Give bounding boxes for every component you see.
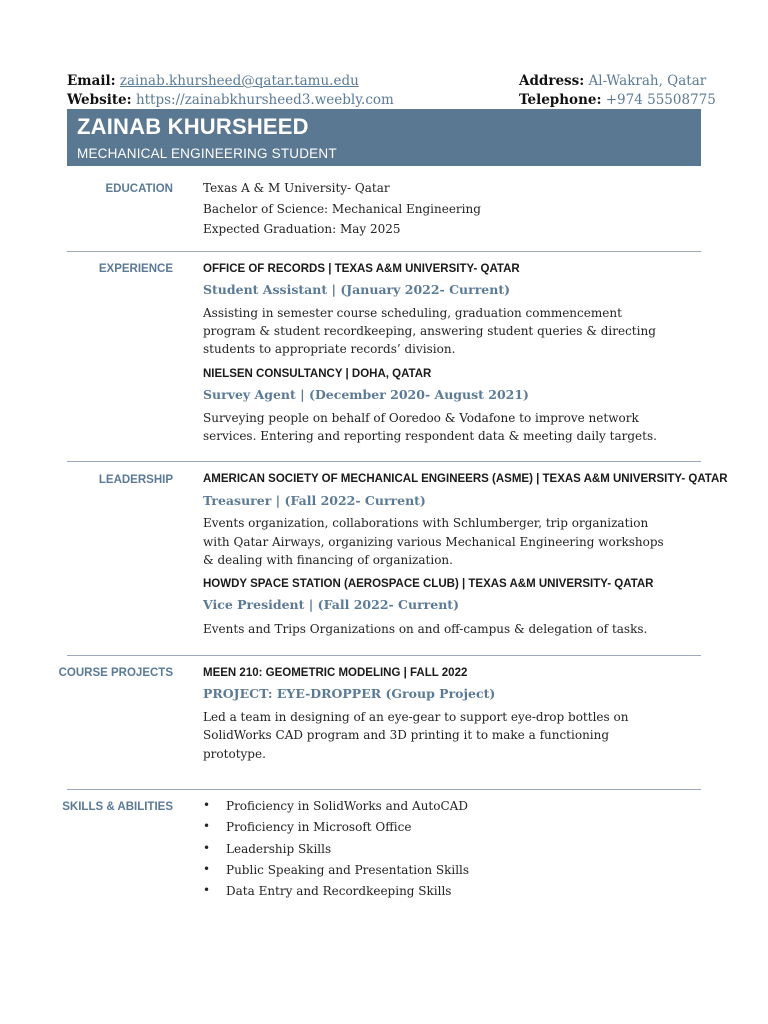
leadership-desc: with Qatar Airways, organizing various Mechanical Engineering workshops (203, 535, 664, 549)
contact-right (519, 72, 716, 110)
website-label: Website: (67, 92, 132, 108)
leadership-org: AMERICAN SOCIETY OF MECHANICAL ENGINEERS (ASME) | TEXAS A&M UNIVERSITY- QATAR (203, 473, 728, 485)
education-line: Expected Graduation: May 2025 (203, 222, 401, 236)
website-link[interactable]: https://zainabkhursheed3.weebly.com (135, 92, 394, 108)
leadership-desc: & dealing with financing of organization. (203, 553, 453, 567)
email-label: Email: (67, 73, 116, 89)
bullet-icon: • (203, 883, 211, 898)
projects-label: COURSE PROJECTS (58, 667, 173, 679)
name-banner (67, 109, 701, 166)
section-divider (67, 461, 701, 462)
skill-item (203, 820, 469, 841)
leadership-desc: Events organization, collaborations with Schlumberger, trip organization (203, 516, 649, 530)
leadership-desc: Events and Trips Organizations on and off-campus & delegation of tasks. (203, 622, 648, 636)
telephone-label: Telephone: (519, 92, 602, 108)
skill-item (203, 842, 469, 863)
contact-left (67, 72, 394, 110)
bullet-icon: • (203, 798, 211, 812)
education-line: Texas A & M University- Qatar (203, 181, 390, 195)
website-row (67, 91, 394, 110)
education-label: EDUCATION (105, 183, 173, 195)
skill-item (203, 863, 469, 884)
skill-text: Proficiency in SolidWorks and AutoCAD (226, 799, 468, 813)
project-desc: prototype. (203, 747, 266, 761)
project-title: PROJECT: EYE-DROPPER (Group Project) (203, 686, 496, 701)
experience-role: Survey Agent | (December 2020- August 2021) (203, 387, 529, 402)
experience-org: NIELSEN CONSULTANCY | DOHA, QATAR (203, 368, 432, 380)
project-course: MEEN 210: GEOMETRIC MODELING | FALL 2022 (203, 667, 468, 679)
experience-desc: Surveying people on behalf of Ooredoo & Vodafone to improve network (203, 411, 639, 425)
skills-label: SKILLS & ABILITIES (62, 801, 173, 813)
section-divider (67, 789, 701, 790)
skill-text: Proficiency in Microsoft Office (226, 820, 412, 835)
experience-label: EXPERIENCE (98, 263, 173, 275)
bullet-icon: • (203, 840, 211, 855)
skill-item (203, 884, 469, 905)
skills-list (203, 799, 469, 905)
candidate-title: MECHANICAL ENGINEERING STUDENT (77, 146, 337, 161)
skill-item (203, 799, 469, 820)
email-link[interactable]: zainab.khursheed@qatar.tamu.edu (119, 73, 359, 89)
project-desc: Led a team in designing of an eye-gear to support eye-drop bottles on (203, 710, 629, 724)
skill-text: Leadership Skills (226, 841, 332, 856)
experience-desc: Assisting in semester course scheduling, graduation commencement (203, 306, 622, 320)
section-divider (67, 655, 701, 656)
education-line: Bachelor of Science: Mechanical Engineering (203, 202, 481, 216)
leadership-label: LEADERSHIP (98, 474, 173, 486)
leadership-role: Treasurer | (Fall 2022- Current) (203, 493, 426, 508)
experience-org: OFFICE OF RECORDS | TEXAS A&M UNIVERSITY- QATAR (203, 263, 520, 275)
skill-text: Data Entry and Recordkeeping Skills (226, 884, 452, 899)
bullet-icon: • (203, 861, 211, 876)
email-row (67, 72, 394, 91)
address-label: Address: (519, 73, 585, 89)
experience-desc: services. Entering and reporting respondent data & meeting daily targets. (203, 429, 657, 443)
section-divider (67, 251, 701, 252)
candidate-name: ZAINAB KHURSHEED (77, 114, 309, 139)
address-value: Al-Wakrah, Qatar (588, 73, 707, 89)
experience-desc: students to appropriate records’ division. (203, 342, 456, 356)
telephone-value: +974 55508775 (605, 92, 716, 108)
project-desc: SolidWorks CAD program and 3D printing it to make a functioning (203, 728, 610, 742)
experience-role: Student Assistant | (January 2022- Current) (203, 282, 511, 297)
experience-desc: program & student recordkeeping, answering student queries & directing (203, 324, 656, 338)
bullet-icon: • (203, 819, 211, 834)
leadership-org: HOWDY SPACE STATION (AEROSPACE CLUB) | TEXAS A&M UNIVERSITY- QATAR (203, 578, 654, 590)
leadership-role: Vice President | (Fall 2022- Current) (203, 597, 459, 612)
telephone-row (519, 91, 716, 110)
address-row (519, 72, 716, 91)
skill-text: Public Speaking and Presentation Skills (226, 862, 470, 877)
